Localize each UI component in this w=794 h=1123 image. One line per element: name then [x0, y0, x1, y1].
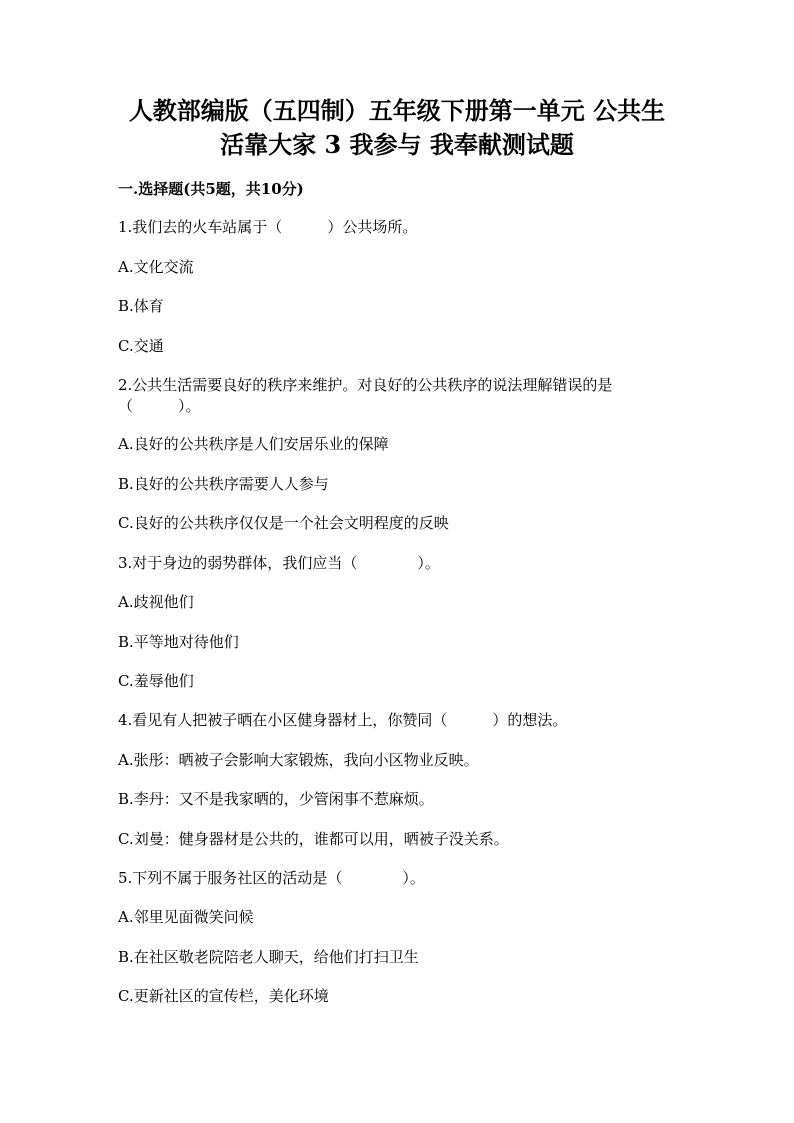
question-3-stem: 3.对于身边的弱势群体，我们应当（ ）。 — [118, 554, 440, 572]
question-3-option-a: A.歧视他们 — [118, 593, 194, 611]
question-5-option-a: A.邻里见面微笑问候 — [118, 908, 254, 926]
question-2-option-c: C.良好的公共秩序仅仅是一个社会文明程度的反映 — [118, 514, 449, 532]
document-title-line-1: 人教部编版（五四制）五年级下册第一单元 公共生 — [128, 96, 666, 125]
question-1-option-c: C.交通 — [118, 337, 164, 355]
question-5-stem: 5.下列不属于服务社区的活动是（ ）。 — [118, 869, 425, 887]
question-1-option-b: B.体育 — [118, 297, 164, 315]
question-3-option-c: C.羞辱他们 — [118, 672, 194, 690]
question-2-stem: 2.公共生活需要良好的秩序来维护。对良好的公共秩序的说法理解错误的是 — [118, 376, 613, 394]
question-2-option-a: A.良好的公共秩序是人们安居乐业的保障 — [118, 435, 389, 453]
question-5-option-c: C.更新社区的宣传栏，美化环境 — [118, 987, 329, 1005]
question-3-option-b: B.平等地对待他们 — [118, 633, 239, 651]
question-4-option-c: C.刘曼：健身器材是公共的，谁都可以用，晒被子没关系。 — [118, 830, 509, 848]
question-5-option-b: B.在社区敬老院陪老人聊天，给他们打扫卫生 — [118, 948, 419, 966]
question-2-option-b: B.良好的公共秩序需要人人参与 — [118, 475, 329, 493]
section-heading: 一.选择题(共5题，共10分) — [118, 180, 304, 198]
question-2-stem-continued: （ ）。 — [118, 397, 201, 415]
question-4-stem: 4.看见有人把被子晒在小区健身器材上，你赞同（ ）的想法。 — [118, 711, 568, 729]
document-title-line-2: 活靠大家 3 我参与 我奉献测试题 — [220, 130, 574, 159]
question-1-stem: 1.我们去的火车站属于（ ）公共场所。 — [118, 218, 418, 236]
question-4-option-a: A.张彤：晒被子会影响大家锻炼，我向小区物业反映。 — [118, 751, 479, 769]
question-4-option-b: B.李丹：又不是我家晒的，少管闲事不惹麻烦。 — [118, 790, 434, 808]
question-1-option-a: A.文化交流 — [118, 258, 194, 276]
